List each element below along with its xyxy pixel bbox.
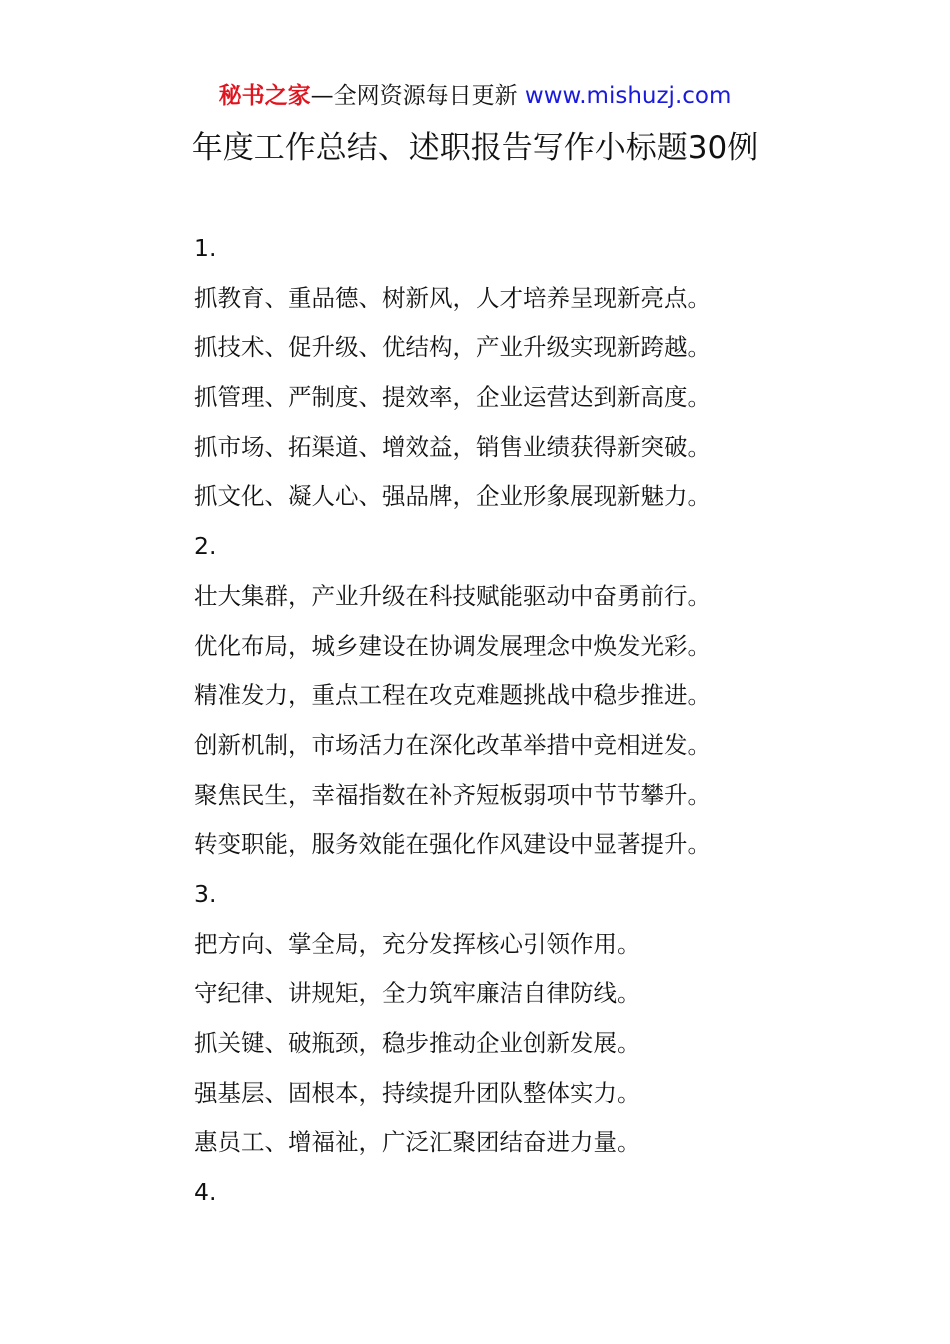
heading-line: 惠员工、增福祉，广泛汇聚团结奋进力量。 bbox=[194, 1128, 641, 1157]
heading-line: 精准发力，重点工程在攻克难题挑战中稳步推进。 bbox=[194, 681, 711, 710]
section-number: 2. bbox=[194, 532, 217, 561]
heading-line: 守纪律、讲规矩，全力筑牢廉洁自律防线。 bbox=[194, 979, 641, 1008]
heading-line: 把方向、掌全局，充分发挥核心引领作用。 bbox=[194, 929, 641, 958]
heading-line: 创新机制，市场活力在深化改革举措中竞相迸发。 bbox=[194, 730, 711, 759]
heading-line: 抓市场、拓渠道、增效益，销售业绩获得新突破。 bbox=[194, 432, 711, 461]
heading-line: 抓教育、重品德、树新风，人才培养呈现新亮点。 bbox=[194, 283, 711, 312]
heading-line: 抓文化、凝人心、强品牌，企业形象展现新魅力。 bbox=[194, 482, 711, 511]
heading-line: 抓管理、严制度、提效率，企业运营达到新高度。 bbox=[194, 383, 711, 412]
brand-name: 秘书之家 bbox=[218, 83, 311, 109]
section-number: 1. bbox=[194, 234, 217, 262]
section-number: 3. bbox=[194, 879, 217, 908]
heading-line: 聚焦民生，幸福指数在补齐短板弱项中节节攀升。 bbox=[194, 780, 711, 809]
heading-line: 壮大集群，产业升级在科技赋能驱动中奋勇前行。 bbox=[194, 581, 711, 610]
heading-line: 强基层、固根本，持续提升团队整体实力。 bbox=[194, 1078, 641, 1107]
section-number: 4. bbox=[194, 1178, 217, 1207]
site-slogan: —全网资源每日更新 bbox=[310, 83, 518, 109]
heading-line: 抓关键、破瓶颈，稳步推动企业创新发展。 bbox=[194, 1029, 641, 1057]
heading-line: 优化布局，城乡建设在协调发展理念中焕发光彩。 bbox=[194, 631, 711, 660]
heading-line: 转变职能，服务效能在强化作风建设中显著提升。 bbox=[194, 830, 711, 859]
document-title: 年度工作总结、述职报告写作小标题30例 bbox=[191, 130, 759, 166]
site-url-link[interactable]: www.mishuzj.com bbox=[524, 83, 732, 109]
heading-line: 抓技术、促升级、优结构，产业升级实现新跨越。 bbox=[194, 333, 711, 362]
site-header bbox=[0, 78, 950, 114]
document-body bbox=[0, 224, 950, 1218]
